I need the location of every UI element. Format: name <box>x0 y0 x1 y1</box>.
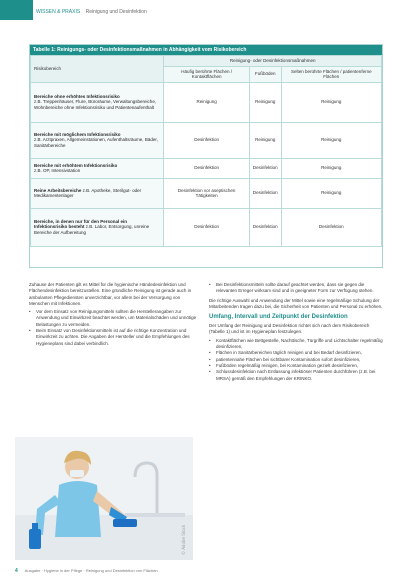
col-rare-header: Selten berührte Flächen / patientenferne Flächen <box>281 66 381 82</box>
cell-rare: Desinfektion <box>281 208 381 246</box>
header-section: WISSEN & PRAXIS <box>36 9 81 15</box>
bullet-text: Bei Desinfektionsmitteln sollte darauf geachtet werden, dass sie gegen die relevanten Erreger wirksam sind und in geeigneter Form zur Verfügung stehen. <box>216 282 374 294</box>
bullet-item <box>209 369 383 382</box>
col-risk-header: Risikobereich <box>31 56 164 83</box>
cell-floor: Desinfektion <box>249 208 281 246</box>
page-number: 4 <box>15 568 18 574</box>
cell-contact: Desinfektion <box>164 122 249 158</box>
bullet-icon: • <box>209 350 211 356</box>
cleaning-photo-illustration <box>15 437 193 560</box>
table-row <box>31 208 382 246</box>
bullet-text: Fußböden regelmäßig reinigen, bei Kontamination gezielt desinfizieren, <box>216 362 359 368</box>
photo-credit: © Adobe Stock <box>181 524 186 555</box>
bullet-item <box>209 338 383 351</box>
bullet-text: patientennahe Flächen bei sichtbarer Kontamination sofort desinfizieren, <box>216 356 361 362</box>
cell-rare: Reinigung <box>281 82 381 122</box>
body-paragraph: Die richtige Auswahl und Anwendung der Mittel sowie eine regelmäßige Schulung der Mitarbeitenden tragen dazu bei, die Sicherheit von Patienten und Personal zu erhöhen. <box>209 297 383 309</box>
bullet-text: Vor dem Einsatz von Reinigungsmitteln sollten die Herstellerangaben zur Anwendung und Einwirkzeit beachtet werden, um Materialschäden und unnötige Belastungen zu vermeiden. <box>36 309 197 327</box>
row-label: Bereiche ohne erhöhtes Infektionsrisiko z.B. Treppenhäuser, Flure, Büroräume, Verwaltungsbereiche, Wohnbereiche ohne Infektionsrisiko und Patientenaufenthalt <box>31 82 164 122</box>
cell-contact: Desinfektion <box>164 208 249 246</box>
measures-table <box>29 44 383 268</box>
right-column <box>209 282 383 382</box>
cell-rare: Reinigung <box>281 158 381 178</box>
cell-floor: Reinigung <box>249 122 281 158</box>
cell-contact: Reinigung <box>164 82 249 122</box>
page-header <box>0 0 413 20</box>
row-label: Reine Arbeitsbereiche z.B. Apotheke, Sterilgut- oder Medikamentenlager <box>31 178 164 208</box>
cell-rare: Reinigung <box>281 178 381 208</box>
table-caption: Tabelle 1: Reinigungs- oder Desinfektionsmaßnahmen in Abhängigkeit vom Risikobereich <box>30 45 382 55</box>
cell-contact: Desinfektion <box>164 158 249 178</box>
table-row <box>31 158 382 178</box>
bullet-icon: • <box>209 282 211 287</box>
bullet-text: Schlussdesinfektion nach Entlassung infektiöser Patienten durchführen (z.B. bei MRSA) gemäß den Empfehlungen der KRINKO. <box>216 369 376 381</box>
bullet-item <box>29 309 199 328</box>
row-label: Bereiche mit erhöhtem Infektionsrisiko z.B. OP, Intensivstation <box>31 158 164 178</box>
header-title: Reinigung und Desinfektion <box>85 9 147 15</box>
row-label: Bereiche, in denen nur für den Personal ein Infektionsrisiko besteht z.B. Labor, Entsorgung, unreine Bereiche der Aufbereitung <box>31 208 164 246</box>
cell-floor: Desinfektion <box>249 178 281 208</box>
bullet-item <box>209 282 383 295</box>
body-paragraph: Zuhause der Patienten gilt es Mittel für die hygienische Händedesinfektion und Flächendesinfektion bereitzustellen. Eine gründliche Reinigung ist gerade auch in ambulanten Pflegediensten unverzichtbar, vor allem bei der Versorgung von Menschen mit Infektionen. <box>29 282 192 306</box>
bullet-icon: • <box>209 362 211 368</box>
table-row <box>31 82 382 122</box>
col-floor-header: Fußböden <box>249 66 281 82</box>
row-label: Bereiche mit möglichem Infektionsrisiko z.B. Arztpraxen, Allgemeinstationen, Aufenthaltsräume, Bäder, Sanitärbereiche <box>31 122 164 158</box>
table-row <box>31 178 382 208</box>
section-heading: Umfang, Intervall und Zeitpunkt der Desinfektion <box>209 314 348 321</box>
table-grid <box>30 55 382 247</box>
footer-text: Ausgabe · Hygiene in der Pflege · Reinigung und Desinfektion von Flächen <box>24 568 158 573</box>
table-row <box>31 122 382 158</box>
bullet-icon: • <box>209 356 211 362</box>
bullet-icon: • <box>209 337 211 343</box>
bullet-icon: • <box>209 369 211 375</box>
col-group-header: Reinigung- oder Desinfektionsmaßnahmen <box>164 56 382 67</box>
cell-rare: Reinigung <box>281 122 381 158</box>
header-band <box>0 0 33 20</box>
bullet-icon: • <box>29 328 31 334</box>
cell-floor: Reinigung <box>249 82 281 122</box>
bullet-text: Flächen in Sanitärbereichen täglich reinigen und bei Bedarf desinfizieren, <box>216 350 362 356</box>
body-paragraph: Der Umfang der Reinigung und Desinfektion richtet sich nach dem Risikobereich (Tabelle 1) und ist im Hygieneplan festzulegen. <box>209 323 370 335</box>
left-column <box>29 282 199 347</box>
header-text <box>36 9 147 15</box>
bullet-text: Beim Einsatz von Desinfektionsmitteln ist auf die richtige Konzentration und Einwirkzeit zu achten. Die Angaben der Hersteller und die Empfehlungen des Hygieneplans sind dabei verbindlich. <box>36 328 190 346</box>
cleaning-photo <box>15 437 193 560</box>
bullet-icon: • <box>29 309 31 315</box>
cell-contact: Desinfektion vor aseptischen Tätigkeiten <box>164 178 249 208</box>
cell-floor: Desinfektion <box>249 158 281 178</box>
col-contact-header: Häufig berührte Flächen / Kontaktflächen <box>164 66 249 82</box>
bullet-text: Kontaktflächen wie Bettgestelle, Nachttische, Türgriffe und Lichtschalter regelmäßig desinfizieren, <box>216 337 383 350</box>
page-footer <box>15 568 385 574</box>
bullet-item <box>29 328 199 347</box>
